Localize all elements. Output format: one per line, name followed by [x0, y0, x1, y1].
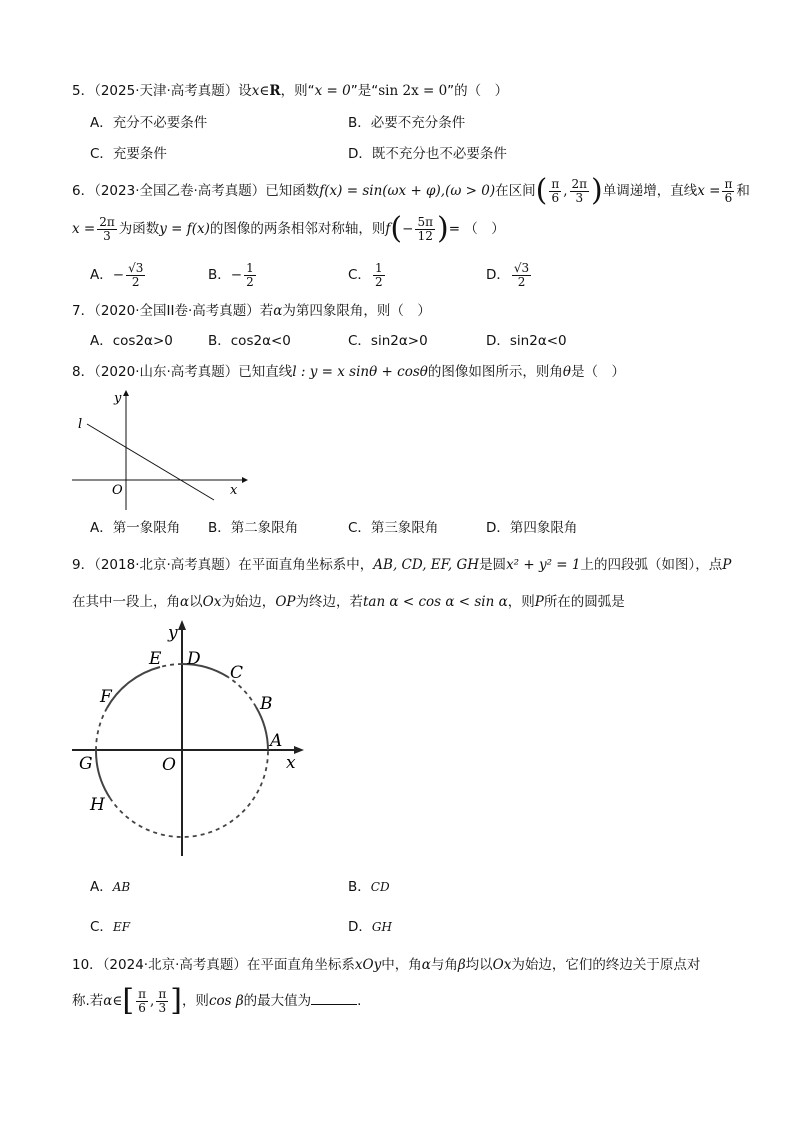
arc-fg-dashed	[96, 708, 107, 750]
label-origin: O	[162, 755, 176, 775]
arc-gh	[96, 750, 110, 798]
q5-option-b[interactable]: B．必要不充分条件	[348, 115, 466, 131]
q7-option-d[interactable]: D．sin2α<0	[486, 333, 567, 349]
label-D: D	[187, 649, 201, 669]
q7-option-a[interactable]: A．cos2α>0	[90, 333, 173, 349]
q10-stem-line1: 10．（2024·北京·高考真题）在平面直角坐标系xOy中，角α与角β均以Ox为始边，它们的终边关于原点对	[72, 957, 701, 973]
label-A: A	[270, 731, 283, 751]
arc-lower-dashed	[110, 750, 268, 837]
q5-option-c[interactable]: C．充要条件	[90, 146, 167, 162]
q9-option-d[interactable]: D．GH	[348, 919, 392, 935]
q9-option-c[interactable]: C．EF	[90, 919, 131, 935]
q6-option-a[interactable]: A．− $\frac{√3}{2}$	[90, 260, 144, 289]
x-axis-arrow	[242, 477, 248, 483]
q7-option-c[interactable]: C．sin2α>0	[348, 333, 428, 349]
q9-stem-line1: 9．（2018·北京·高考真题）在平面直角坐标系中，AB, CD, EF, GH是圆x² + y² = 1上的四段弧（如图），点P	[72, 557, 732, 573]
q8-option-d[interactable]: D．第四象限角	[486, 520, 578, 536]
q6-option-c[interactable]: C． $\frac{1}{2}$	[348, 260, 383, 289]
label-C: C	[230, 663, 244, 683]
q5-option-d[interactable]: D．既不充分也不必要条件	[348, 146, 507, 162]
label-x: x	[230, 483, 238, 498]
q7-stem: 7．（2020·全国II卷·高考真题）若α为第四象限角，则（ ）	[72, 303, 431, 319]
label-x: x	[286, 753, 296, 773]
q8-option-c[interactable]: C．第三象限角	[348, 520, 439, 536]
y-axis-arrow	[178, 620, 186, 630]
q10-stem-line2: 称.若α∈[ $\frac{\pi}{6}$ , $\frac{\pi}{3}$ ]，则cos β的最大值为 .	[72, 983, 362, 1018]
q8-stem: 8．（2020·山东·高考真题）已知直线l : y = x sinθ + cosθ的图像如图所示，则角θ是（ ）	[72, 364, 626, 380]
label-F: F	[100, 687, 112, 707]
y-axis-arrow	[123, 390, 129, 396]
q9-option-a[interactable]: A．AB	[90, 879, 131, 895]
q5-option-a[interactable]: A．充分不必要条件	[90, 115, 208, 131]
q6-stem-line1: 6．（2023·全国乙卷·高考真题）已知函数f(x) = sin(ωx + φ),(ω > 0)在区间( $\frac{\pi}{6}$ , $\frac{2\pi}{3}$ )单调递增，直线x = $\frac{\pi}{6}$ 和	[72, 173, 750, 208]
label-y: y	[168, 623, 178, 643]
q9-unit-circle-figure	[72, 618, 312, 860]
arc-de-dashed	[160, 664, 182, 667]
q8-line-graph	[70, 388, 250, 514]
label-y: y	[114, 391, 122, 406]
q8-option-b[interactable]: B．第二象限角	[208, 520, 299, 536]
label-origin: O	[112, 483, 123, 498]
line-l	[87, 424, 214, 500]
q9-stem-line2: 在其中一段上，角α以Ox为始边，OP为终边，若tan α < cos α < sin α，则P所在的圆弧是	[72, 594, 625, 610]
label-l: l	[78, 417, 83, 432]
q7-option-b[interactable]: B．cos2α<0	[208, 333, 291, 349]
label-E: E	[149, 649, 162, 669]
q8-option-a[interactable]: A．第一象限角	[90, 520, 181, 536]
label-B: B	[260, 694, 273, 714]
q6-option-d[interactable]: D． $\frac{√3}{2}$	[486, 260, 530, 289]
label-G: G	[79, 754, 93, 774]
q6-stem-line2: x = $\frac{2\pi}{3}$ 为函数y = f(x)的图像的两条相邻对称轴，则f(− $\frac{5\pi}{12}$ )= （ ）	[72, 211, 505, 246]
label-H: H	[90, 795, 105, 815]
q9-option-b[interactable]: B．CD	[348, 879, 390, 895]
q6-option-b[interactable]: B．− $\frac{1}{2}$	[208, 260, 254, 289]
answer-blank[interactable]	[311, 992, 357, 1005]
q5-stem: 5．（2025·天津·高考真题）设x∈R，则“x = 0”是“sin 2x = 0”的（ ）	[72, 83, 509, 99]
arc-ef	[107, 667, 160, 708]
